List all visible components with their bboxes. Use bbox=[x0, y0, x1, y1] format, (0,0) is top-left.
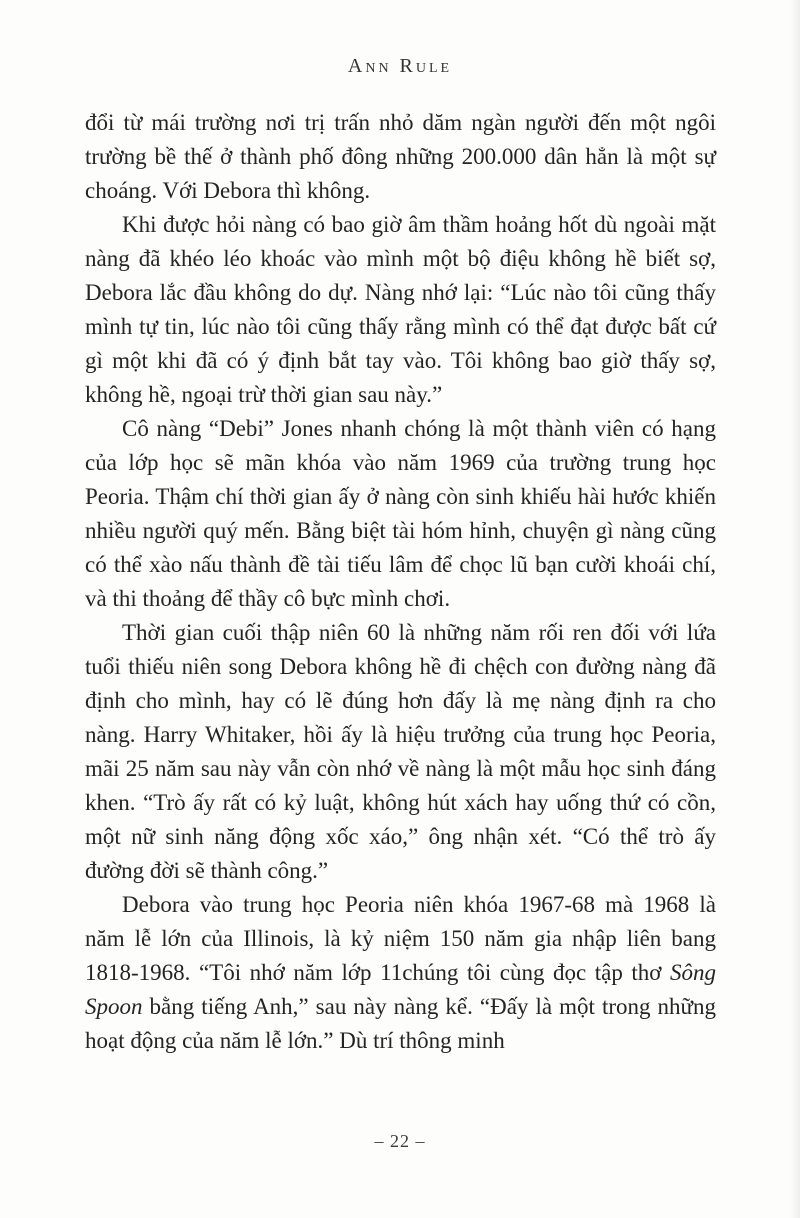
page-body-text bbox=[85, 106, 716, 1058]
page-number: – 22 – bbox=[374, 1131, 426, 1151]
paragraph-5 bbox=[85, 888, 716, 1058]
running-header: Ann Rule bbox=[347, 55, 453, 77]
poem-title-italic: Sông Spoon bbox=[85, 960, 716, 1019]
paragraph-3: Cô nàng “Debi” Jones nhanh chóng là một thành viên có hạng của lớp học sẽ mãn khóa vào năm 1969 của trường trung học Peoria. Thậm chí thời gian ấy ở nàng còn sinh khiếu hài hước khiến nhiều người quý mến. Bằng biệt tài hóm hỉnh, chuyện gì nàng cũng có thể xào nấu thành đề tài tiếu lâm để chọc lũ bạn cười khoái chí, và thi thoảng để thầy cô bực mình chơi. bbox=[85, 416, 716, 611]
paragraph-1: đổi từ mái trường nơi trị trấn nhỏ dăm ngàn người đến một ngôi trường bề thế ở thành phố đông những 200.000 dân hẳn là một sự choáng. Với Debora thì không. bbox=[85, 110, 716, 203]
paragraph-2: Khi được hỏi nàng có bao giờ âm thầm hoảng hốt dù ngoài mặt nàng đã khéo léo khoác vào mình một bộ điệu không hề biết sợ, Debora lắc đầu không do dự. Nàng nhớ lại: “Lúc nào tôi cũng thấy mình tự tin, lúc nào tôi cũng thấy rằng mình có thể đạt được bất cứ gì một khi đã có ý định bắt tay vào. Tôi không bao giờ thấy sợ, không hề, ngoại trừ thời gian sau này.” bbox=[85, 212, 716, 407]
paragraph-5-text-post: bằng tiếng Anh,” sau này nàng kể. “Đấy là một trong những hoạt động của năm lễ lớn.” Dù trí thông minh bbox=[85, 994, 716, 1053]
paragraph-5-text-pre: Debora vào trung học Peoria niên khóa 1967-68 mà 1968 là năm lễ lớn của Illinois, là kỷ niệm 150 năm gia nhập liên bang 1818-1968. “Tôi nhớ năm lớp 11chúng tôi cùng đọc tập thơ bbox=[85, 892, 716, 985]
paragraph-4: Thời gian cuối thập niên 60 là những năm rối ren đối với lứa tuổi thiếu niên song Debora không hề đi chệch con đường nàng đã định cho mình, hay có lẽ đúng hơn đấy là mẹ nàng định ra cho nàng. Harry Whitaker, hồi ấy là hiệu trưởng của trung học Peoria, mãi 25 năm sau này vẫn còn nhớ về nàng là một mẫu học sinh đáng khen. “Trò ấy rất có kỷ luật, không hút xách hay uống thứ có cồn, một nữ sinh năng động xốc xáo,” ông nhận xét. “Có thể trò ấy đường đời sẽ thành công.” bbox=[85, 620, 716, 883]
